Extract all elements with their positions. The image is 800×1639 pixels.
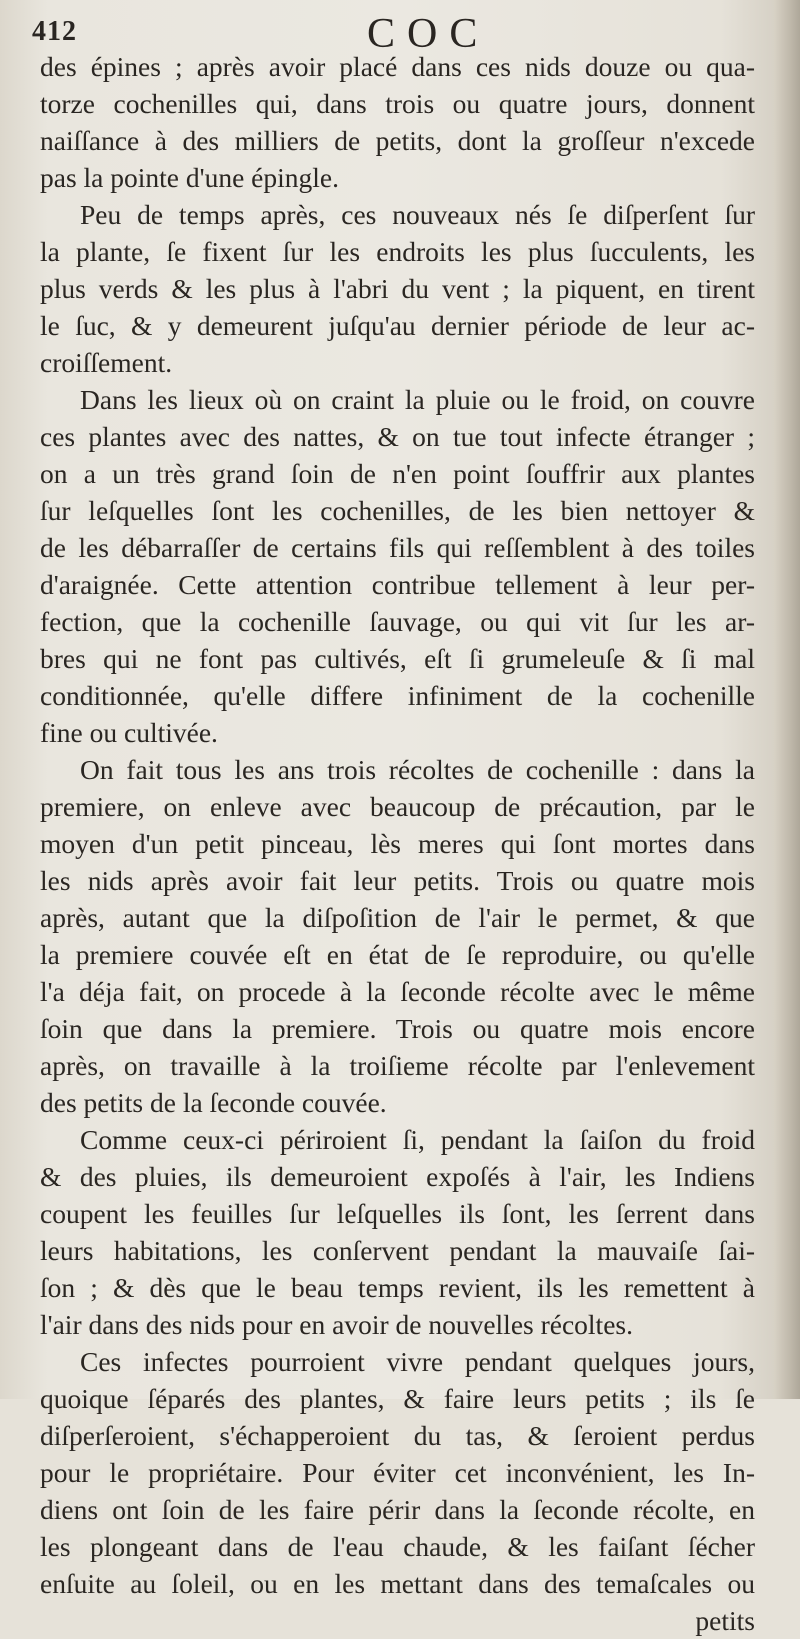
text-line: fection, que la cochenille ſauvage, ou qui vit ſur les ar- [40,606,755,637]
text-line: naiſſance à des milliers de petits, dont la groſſeur n'excede [40,125,755,156]
text-line: des épines ; après avoir placé dans ces nids douze ou qua- [40,51,755,82]
text-line: premiere, on enleve avec beaucoup de précaution, par le [40,791,755,822]
text-line: ſur leſquelles ſont les cochenilles, de les bien nettoyer & [40,495,755,526]
paragraph-start-line: Ces infectes pourroient vivre pendant quelques jours, [80,1346,755,1377]
text-line: les plongeant dans de l'eau chaude, & les faiſant ſécher [40,1531,755,1562]
text-line: la premiere couvée eſt en état de ſe reproduire, ou qu'elle [40,939,755,970]
text-line: moyen d'un petit pinceau, lès meres qui ſont mortes dans [40,828,755,859]
text-line: ces plantes avec des nattes, & on tue tout infecte étranger ; [40,421,755,452]
text-line: l'a déja fait, on procede à la ſeconde récolte avec le même [40,976,755,1007]
text-line: conditionnée, qu'elle differe infiniment de la cochenille [40,680,755,711]
text-line: & des pluies, ils demeuroient expoſés à l'air, les Indiens [40,1161,755,1192]
catchword: petits [695,1605,755,1636]
text-line: enſuite au ſoleil, ou en les mettant dans des temaſcales ou [40,1568,755,1599]
text-line: de les débarraſſer de certains fils qui reſſemblent à des toiles [40,532,755,563]
paragraph-start-line: Peu de temps après, ces nouveaux nés ſe diſperſent ſur [80,199,755,230]
text-line: quoique ſéparés des plantes, & faire leurs petits ; ils ſe [40,1383,755,1414]
body-text [40,48,755,1639]
paragraph-start-line: Comme ceux-ci périroient ſi, pendant la ſaiſon du froid [80,1124,755,1155]
text-line: les nids après avoir fait leur petits. Trois ou quatre mois [40,865,755,896]
text-line: plus verds & les plus à l'abri du vent ; la piquent, en tirent [40,273,755,304]
text-line: fine ou cultivée. [40,717,218,748]
text-line: des petits de la ſeconde couvée. [40,1087,387,1118]
text-line: le ſuc, & y demeurent juſqu'au dernier période de leur ac- [40,310,755,341]
text-line: ſon ; & dès que le beau temps revient, ils les remettent à [40,1272,755,1303]
text-line: torze cochenilles qui, dans trois ou quatre jours, donnent [40,88,755,119]
page-number: 412 [32,16,77,47]
text-line: bres qui ne font pas cultivés, eſt ſi grumeleuſe & ſi mal [40,643,755,674]
text-line: on a un très grand ſoin de n'en point ſouffrir aux plantes [40,458,755,489]
page-edge-shadow [774,0,800,1399]
text-line: coupent les feuilles ſur leſquelles ils ſont, les ſerrent dans [40,1198,755,1229]
text-line: après, autant que la diſpoſition de l'air le permet, & que [40,902,755,933]
text-line: pas la pointe d'une épingle. [40,162,339,193]
text-line: la plante, ſe fixent ſur les endroits les plus ſucculents, les [40,236,755,267]
page-header [32,10,752,57]
text-line: croiſſement. [40,347,173,378]
text-line: ſoin que dans la premiere. Trois ou quatre mois encore [40,1013,755,1044]
paragraph-start-line: Dans les lieux où on craint la pluie ou le froid, on couvre [80,384,755,415]
text-line: diens ont ſoin de les faire périr dans la ſeconde récolte, en [40,1494,755,1525]
text-line: l'air dans des nids pour en avoir de nouvelles récoltes. [40,1309,633,1340]
text-line: leurs habitations, les conſervent pendant la mauvaiſe ſai- [40,1235,755,1266]
paragraph-start-line: On fait tous les ans trois récoltes de cochenille : dans la [80,754,755,785]
running-head: COC [367,11,490,57]
text-line: diſperſeroient, s'échapperoient du tas, & ſeroient perdus [40,1420,755,1451]
text-line: pour le propriétaire. Pour éviter cet inconvénient, les In- [40,1457,755,1488]
text-line: d'araignée. Cette attention contribue tellement à leur per- [40,569,755,600]
text-line: après, on travaille à la troiſieme récolte par l'enlevement [40,1050,755,1081]
